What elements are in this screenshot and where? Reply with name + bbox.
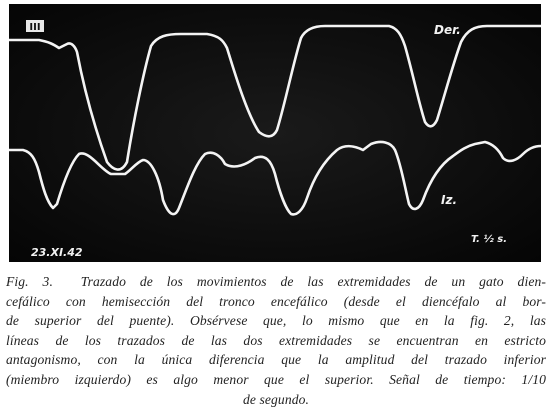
oscillograph-figure (9, 4, 541, 262)
trace-plot (9, 4, 541, 262)
caption-line-2: cefálico con hemisección del tronco encefálico (desde el diencéfalo al bor- (6, 293, 546, 309)
caption-text-1: Trazado de los movimientos de las extremidades de un gato dien- (80, 274, 546, 289)
label-upper-right: Der. (434, 23, 461, 37)
caption-line-6: (miembro izquierdo) es algo menor que el superior. Señal de tiempo: 1/10 (6, 371, 546, 387)
date-label: 23.XI.42 (31, 246, 83, 259)
caption-line-7: de segundo. (242, 391, 310, 407)
caption-line-4: líneas de los trazados de las dos extremidades se encuentran en estricto (6, 332, 546, 348)
caption-line-5: antagonismo, con la única diferencia que la amplitud del trazado inferior (6, 352, 546, 368)
time-mark-label: T. ½ s. (471, 234, 507, 245)
label-lower-left: Iz. (441, 193, 458, 207)
caption-line-1 (6, 272, 546, 292)
caption-line-3: de superior del puente). Obsérvese que, lo mismo que en la fig. 2, las (6, 313, 546, 329)
roman-marker: III (29, 22, 41, 33)
figure-caption (6, 272, 546, 409)
figure-number: Fig. 3. (6, 274, 53, 289)
